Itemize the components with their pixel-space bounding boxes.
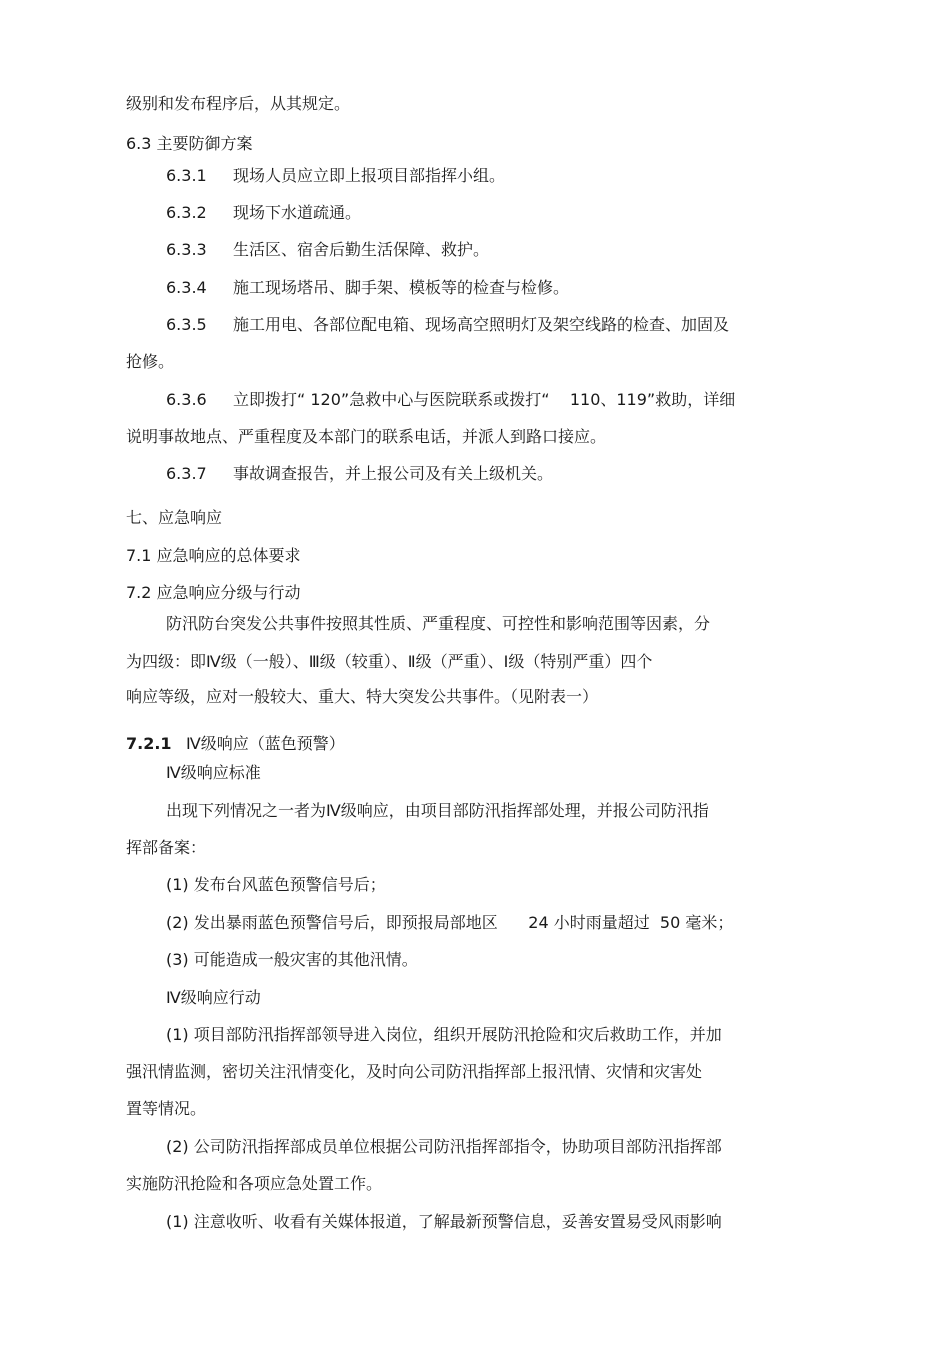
section-heading-7-2 xyxy=(126,582,301,604)
item-text: 施工用电、各部位配电箱、现场高空照明灯及架空线路的检查、加固及 xyxy=(233,315,730,334)
section-title: 应急响应的总体要求 xyxy=(156,546,301,565)
item-text: 现场人员应立即上报项目部指挥小组。 xyxy=(233,166,506,185)
list-item: (3) 可能造成一般灾害的其他汛情。 xyxy=(166,950,418,969)
item-6-3-4 xyxy=(166,277,569,299)
paragraph-line: 置等情况。 xyxy=(126,1099,207,1118)
item-text: 施工现场塔吊、脚手架、模板等的检查与检修。 xyxy=(233,278,570,297)
item-number: 6.3.5 xyxy=(166,315,207,334)
paragraph-line: (2) 公司防汛指挥部成员单位根据公司防汛指挥部指令，协助项目部防汛指挥部 xyxy=(166,1137,722,1156)
item-6-3-7 xyxy=(166,463,553,485)
section-number: 6.3 xyxy=(126,134,152,153)
item-text: 生活区、宿舍后勤生活保障、救护。 xyxy=(233,240,490,259)
item-text: 现场下水道疏通。 xyxy=(233,203,362,222)
section-heading-7-1 xyxy=(126,545,301,567)
subsection-heading-7-2-1 xyxy=(126,733,345,755)
paragraph-line: 实施防汛抢险和各项应急处置工作。 xyxy=(126,1174,383,1193)
item-text: 立即拨打“ 120”急救中心与医院联系或拨打“ 110、119”救助，详细 xyxy=(233,390,736,409)
item-number: 6.3.4 xyxy=(166,278,207,297)
item-number: 6.3.3 xyxy=(166,240,207,259)
item-number: 6.3.1 xyxy=(166,166,207,185)
item-6-3-2 xyxy=(166,202,361,224)
item-6-3-1 xyxy=(166,165,505,187)
item-6-3-5-continued: 抢修。 xyxy=(126,352,175,371)
chapter-heading-7: 七、应急响应 xyxy=(126,508,223,527)
paragraph-line: 为四级：即Ⅳ级（一般）、Ⅲ级（较重）、Ⅱ级（严重）、Ⅰ级（特别严重）四个 xyxy=(126,652,653,671)
list-item: (2) 发出暴雨蓝色预警信号后，即预报局部地区 24 小时雨量超过 50 毫米； xyxy=(166,913,734,932)
subsection-number: 7.2.1 xyxy=(126,734,172,753)
paragraph-line: 强汛情监测，密切关注汛情变化，及时向公司防汛指挥部上报汛情、灾情和灾害处 xyxy=(126,1062,703,1081)
item-6-3-6 xyxy=(166,389,735,411)
list-item: (1) 发布台风蓝色预警信号后； xyxy=(166,875,386,894)
item-6-3-5 xyxy=(166,314,729,336)
item-text: 事故调查报告，并上报公司及有关上级机关。 xyxy=(233,464,554,483)
action-title: Ⅳ级响应行动 xyxy=(166,988,261,1007)
item-6-3-6-continued: 说明事故地点、严重程度及本部门的联系电话，并派人到路口接应。 xyxy=(126,427,607,446)
subsection-title: Ⅳ级响应（蓝色预警） xyxy=(186,734,345,753)
paragraph-line: 挥部备案： xyxy=(126,838,207,857)
standard-title: Ⅳ级响应标准 xyxy=(166,763,261,782)
paragraph-line: 防汛防台突发公共事件按照其性质、严重程度、可控性和影响范围等因素，分 xyxy=(166,614,711,633)
section-number: 7.2 xyxy=(126,583,152,602)
section-heading-6-3 xyxy=(126,133,253,155)
section-number: 7.1 xyxy=(126,546,152,565)
paragraph-line: (1) 项目部防汛指挥部领导进入岗位，组织开展防汛抢险和灾后救助工作，并加 xyxy=(166,1025,722,1044)
item-number: 6.3.2 xyxy=(166,203,207,222)
paragraph-line: 响应等级，应对一般较大、重大、特大突发公共事件。（见附表一） xyxy=(126,687,599,706)
item-6-3-3 xyxy=(166,239,489,261)
continuation-line: 级别和发布程序后，从其规定。 xyxy=(126,94,351,113)
paragraph-line: (1) 注意收听、收看有关媒体报道，了解最新预警信息，妥善安置易受风雨影响 xyxy=(166,1212,722,1231)
section-title: 应急响应分级与行动 xyxy=(156,583,301,602)
paragraph-line: 出现下列情况之一者为Ⅳ级响应，由项目部防汛指挥部处理，并报公司防汛指 xyxy=(166,801,709,820)
section-title: 主要防御方案 xyxy=(156,134,253,153)
item-number: 6.3.7 xyxy=(166,464,207,483)
item-number: 6.3.6 xyxy=(166,390,207,409)
